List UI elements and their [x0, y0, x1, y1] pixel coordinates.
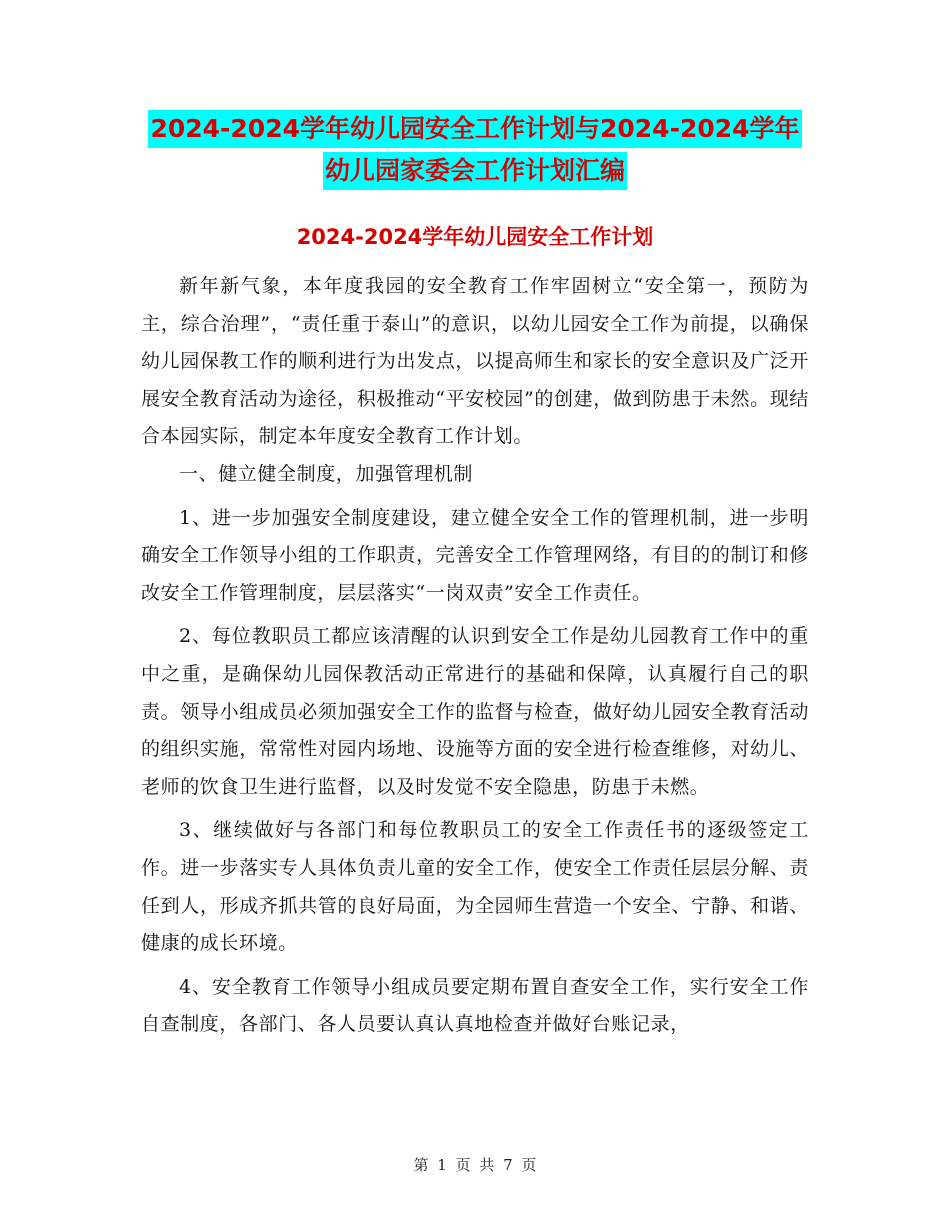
paragraph-item-2: 2、每位教职员工都应该清醒的认识到安全工作是幼儿园教育工作中的重中之重，是确保幼儿园保教活动正常进行的基础和保障，认真履行自己的职责。领导小组成员必须加强安全工作的监督与检查，做好幼儿园安全教育活动的组织实施，常常性对园内场地、设施等方面的安全进行检查维修，对幼儿、老师的饮食卫生进行监督，以及时发觉不安全隐患，防患于未燃。: [141, 625, 809, 798]
body-text: [141, 268, 809, 1044]
section-title: 2024-2024学年幼儿园安全工作计划: [296, 225, 654, 249]
title-line-2: 幼儿园家委会工作计划汇编: [323, 152, 627, 190]
paragraph-item-3: 3、继续做好与各部门和每位教职员工的安全工作责任书的逐级签定工作。进一步落实专人具体负责儿童的安全工作，使安全工作责任层层分解、责任到人，形成齐抓共管的良好局面，为全园师生营造一个安全、宁静、和谐、健康的成长环境。: [141, 819, 809, 955]
paragraph-item-1: 1、进一步加强安全制度建设，建立健全安全工作的管理机制，进一步明确安全工作领导小组的工作职责，完善安全工作管理网络，有目的的制订和修改安全工作管理制度，层层落实“一岗双责”安全工作责任。: [141, 506, 809, 604]
paragraph-heading-1: 一、健立健全制度，加强管理机制: [179, 462, 474, 485]
document-title: [140, 110, 810, 190]
page-footer: 第 1 页 共 7 页: [413, 1156, 537, 1174]
title-line-1: 2024-2024学年幼儿园安全工作计划与2024-2024学年: [148, 110, 801, 148]
paragraph-item-4: 4、安全教育工作领导小组成员要定期布置自查安全工作，实行安全工作自查制度，各部门、各人员要认真认真地检查并做好台账记录，: [141, 975, 809, 1036]
paragraph-intro: 新年新气象，本年度我园的安全教育工作牢固树立“安全第一，预防为主，综合治理”，“责任重于泰山”的意识，以幼儿园安全工作为前提，以确保幼儿园保教工作的顺利进行为出发点，以提高师生和家长的安全意识及广泛开展安全教育活动为途径，积极推动“平安校园”的创建，做到防患于未然。现结合本园实际，制定本年度安全教育工作计划。: [141, 275, 809, 448]
